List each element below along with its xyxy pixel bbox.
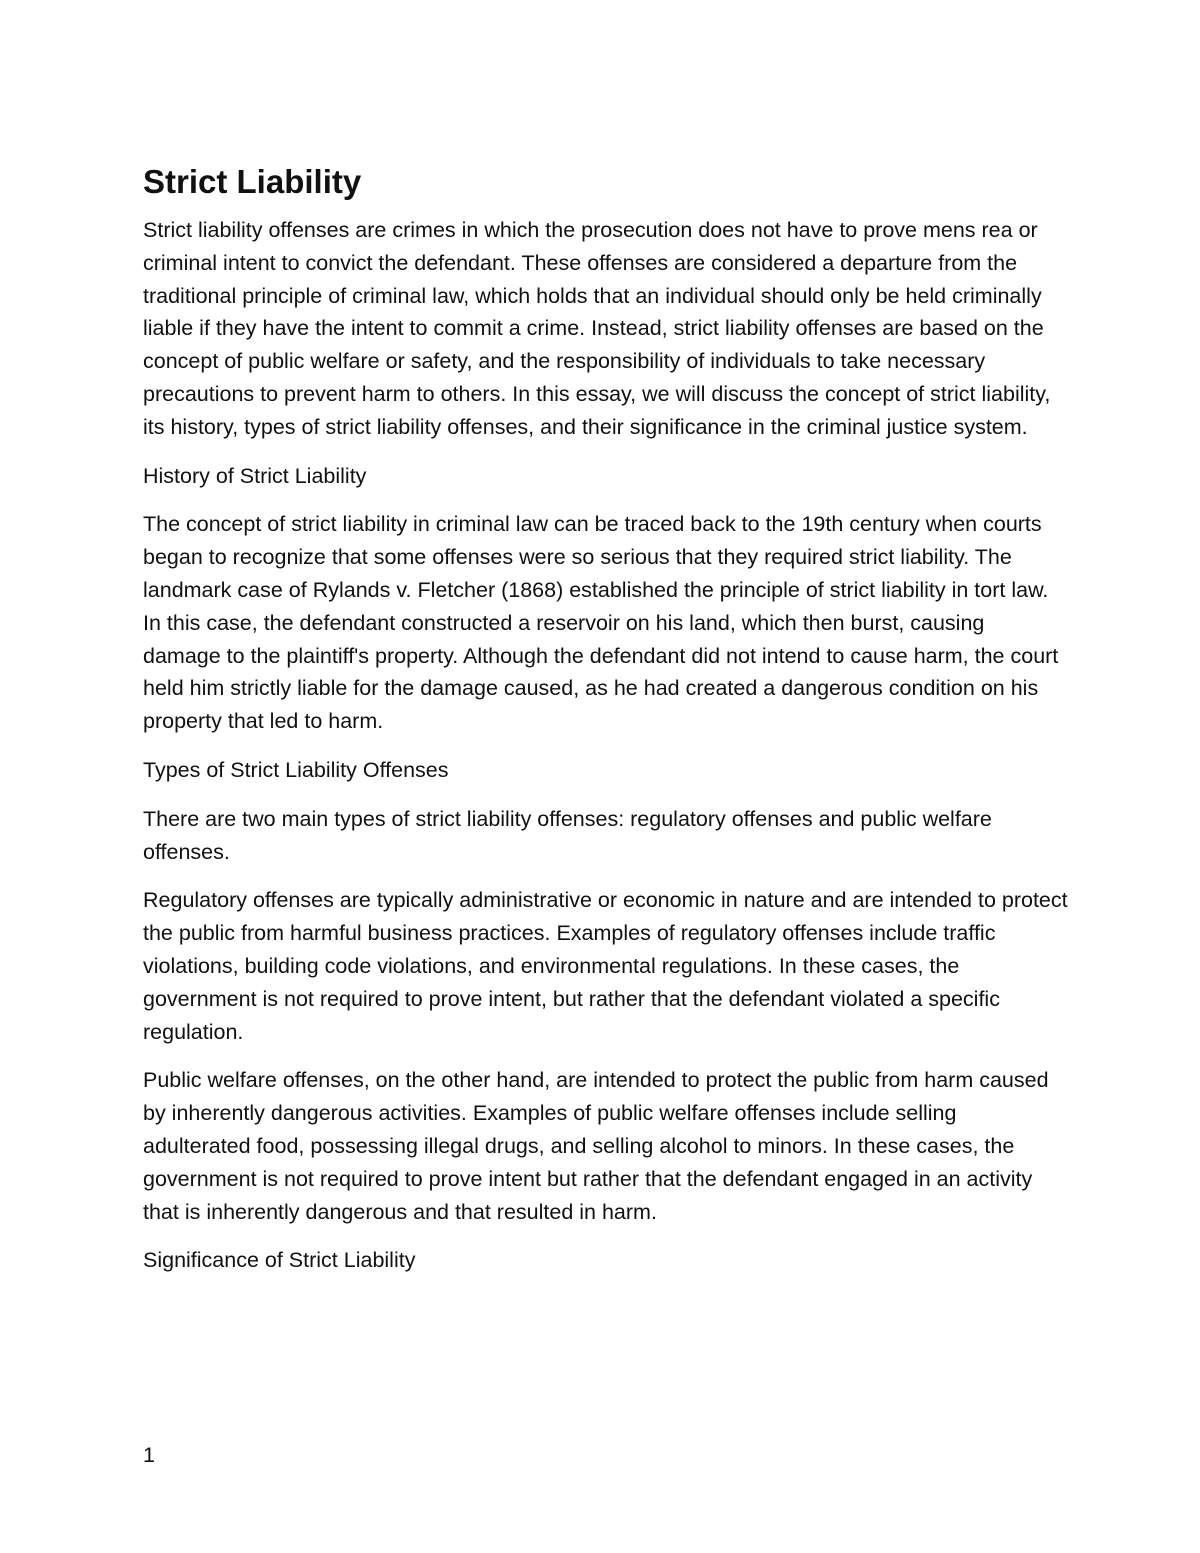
types-heading: Types of Strict Liability Offenses xyxy=(143,757,449,782)
regulatory-paragraph: Regulatory offenses are typically administrative or economic in nature and are intended to protect the public from harmful business practices. Examples of regulatory offenses include traffic violations, building code violations, and environmental regulations. In these cases, the government is not required to prove intent, but rather that the defendant violated a specific regulation. xyxy=(143,888,1068,1044)
history-heading: History of Strict Liability xyxy=(143,463,367,488)
document-title: Strict Liability xyxy=(143,163,362,200)
types-intro-paragraph: There are two main types of strict liability offenses: regulatory offenses and public welfare offenses. xyxy=(143,806,992,864)
intro-paragraph: Strict liability offenses are crimes in which the prosecution does not have to prove mens rea or criminal intent to convict the defendant. These offenses are considered a departure from the traditional principle of criminal law, which holds that an individual should only be held criminally liable if they have the intent to commit a crime. Instead, strict liability offenses are based on the concept of public welfare or safety, and the responsibility of individuals to take necessary precautions to prevent harm to others. In this essay, we will discuss the concept of strict liability, its history, types of strict liability offenses, and their significance in the criminal justice system. xyxy=(143,218,1051,439)
page-number: 1 xyxy=(143,1443,155,1467)
significance-heading: Significance of Strict Liability xyxy=(143,1248,416,1273)
public-welfare-paragraph: Public welfare offenses, on the other hand, are intended to protect the public from harm caused by inherently dangerous activities. Examples of public welfare offenses include selling adulterated food, possessing illegal drugs, and selling alcohol to minors. In these cases, the government is not required to prove intent but rather that the defendant engaged in an activity that is inherently dangerous and that resulted in harm. xyxy=(143,1068,1049,1224)
history-paragraph: The concept of strict liability in criminal law can be traced back to the 19th century when courts began to recognize that some offenses were so serious that they required strict liability. The landmark case of Rylands v. Fletcher (1868) established the principle of strict liability in tort law. In this case, the defendant constructed a reservoir on his land, which then burst, causing damage to the plaintiff's property. Although the defendant did not intend to cause harm, the court held him strictly liable for the damage caused, as he had created a dangerous condition on his property that led to harm. xyxy=(143,512,1059,734)
document-body xyxy=(143,162,1068,1293)
